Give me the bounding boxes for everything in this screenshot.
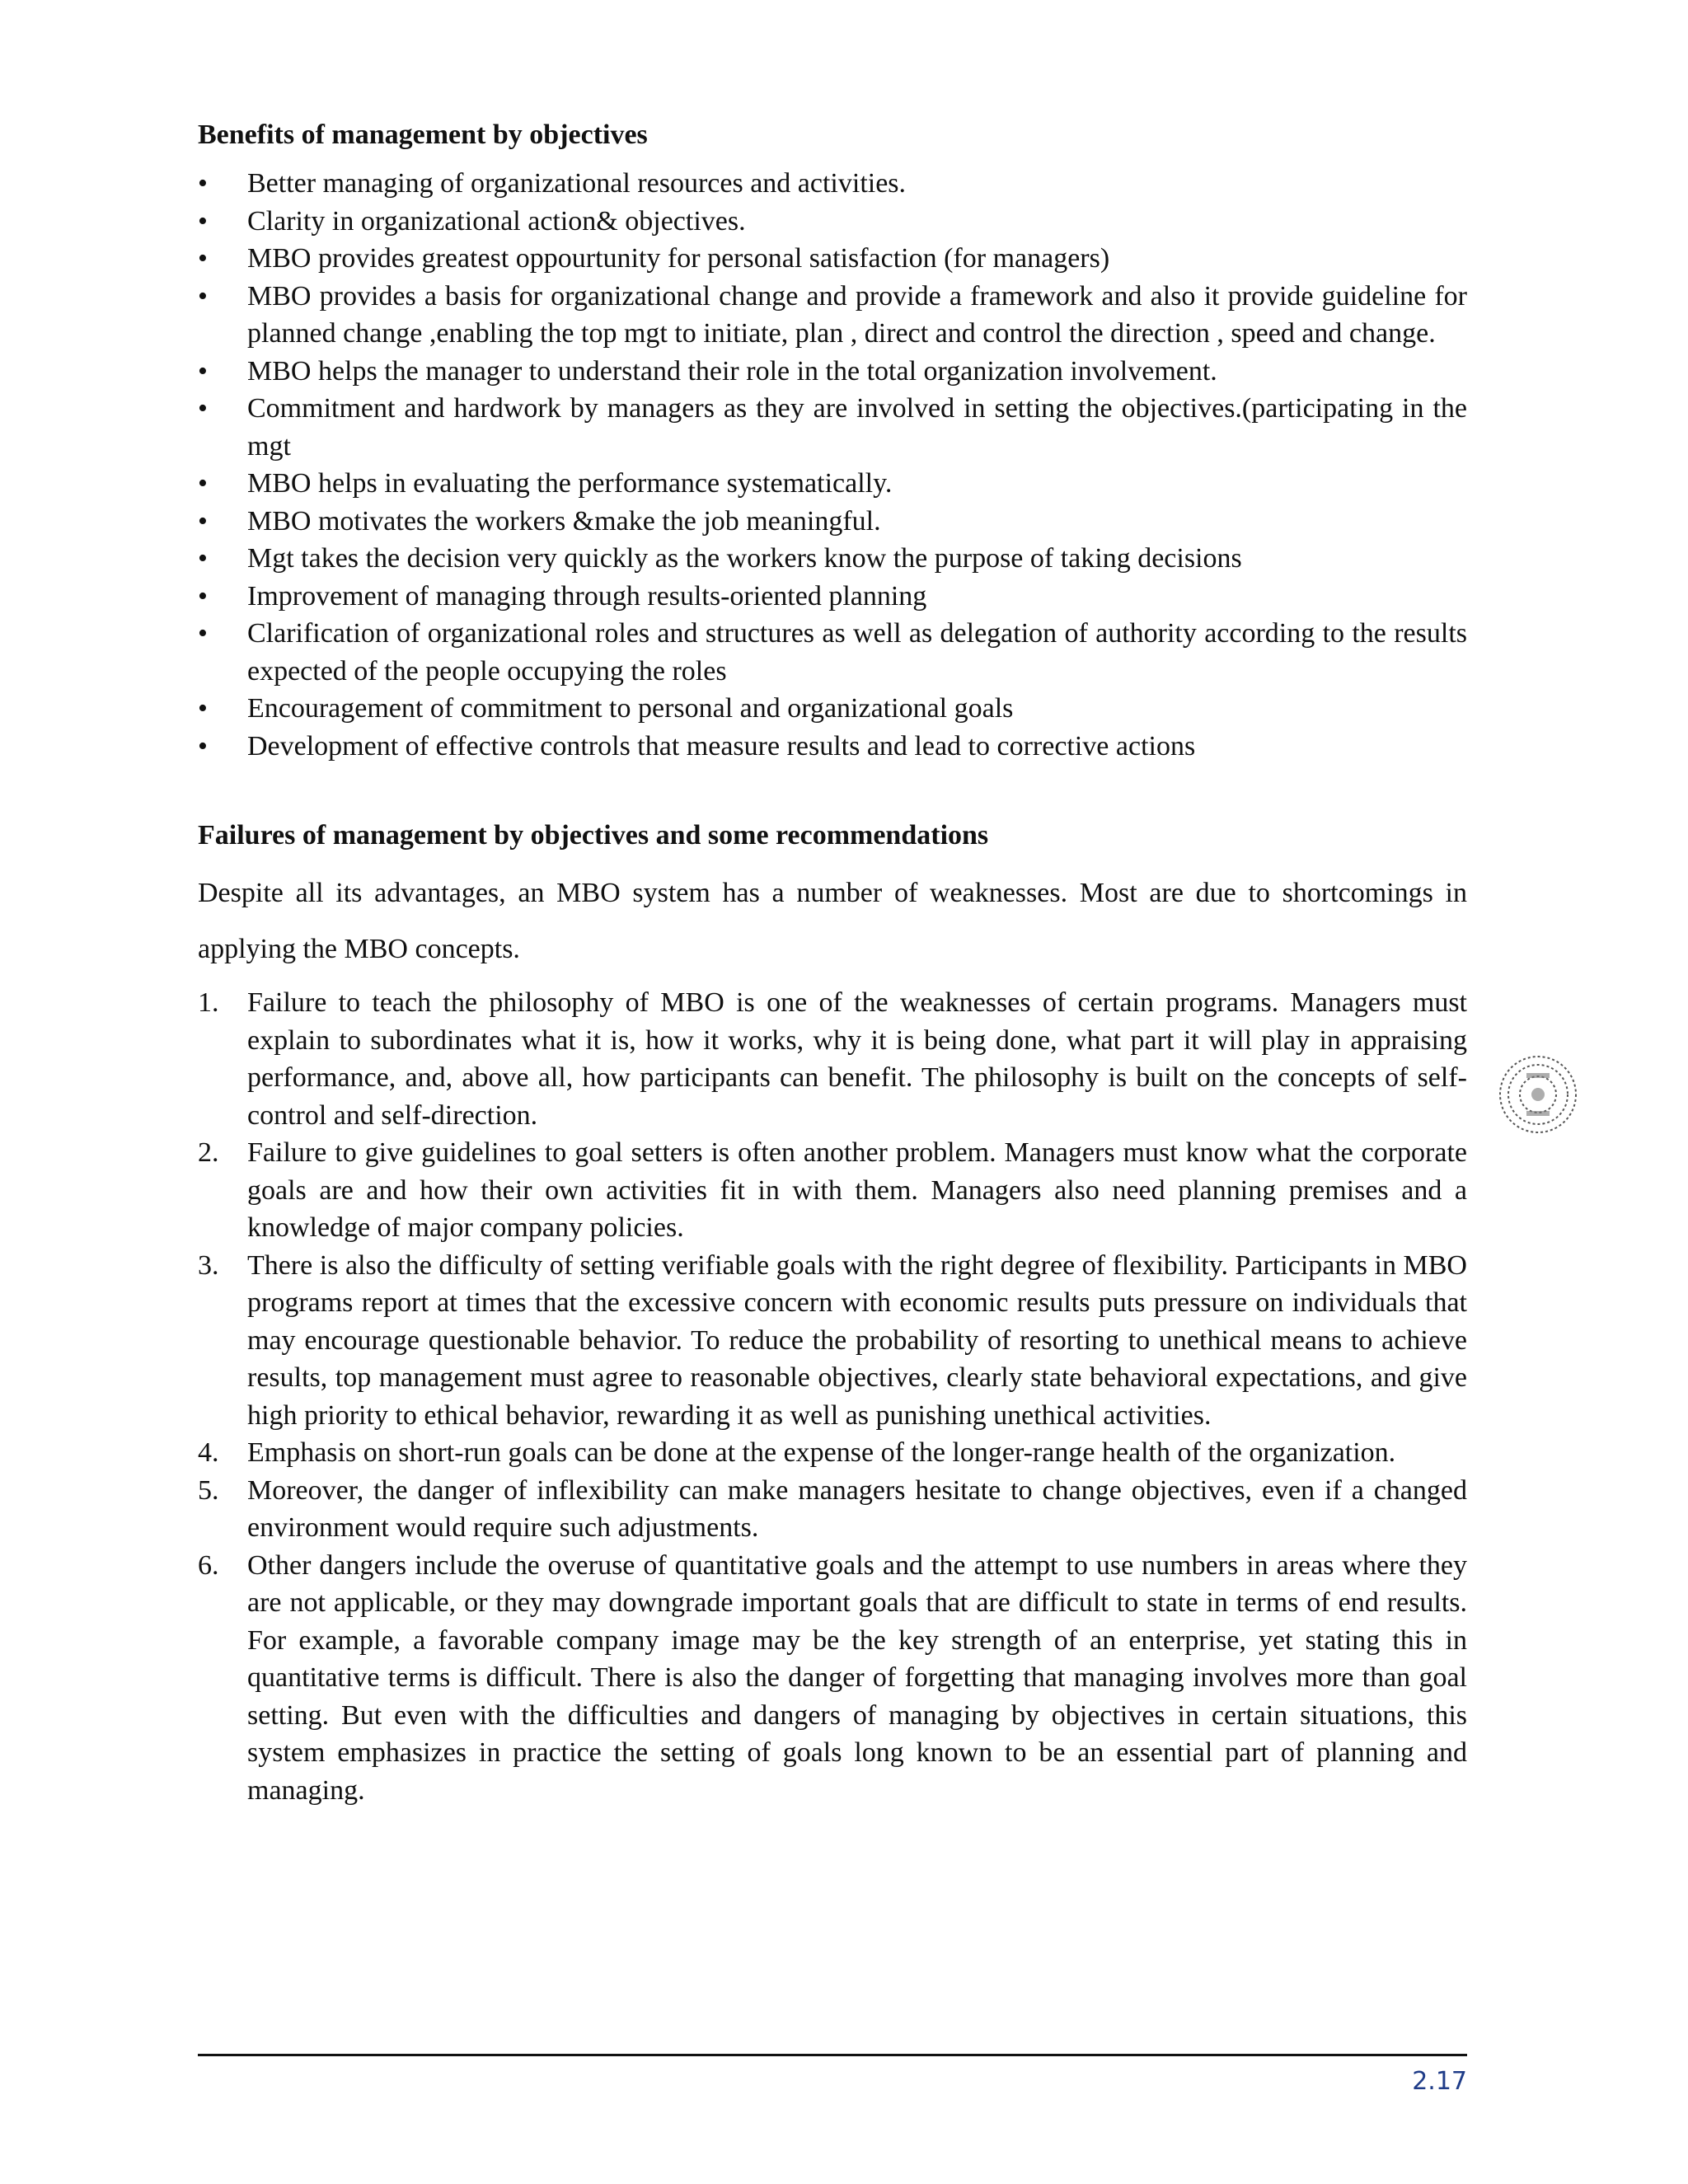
list-item: 3. There is also the difficulty of setting verifiable goals with the right degree of flexibility. Participants in MBO programs report at times that the excessive concern with economic results puts pressure on individuals that may encourage questionable behavior. To reduce the probability of resorting to unethical means to achieve results, top management must agree to reasonable objectives, clearly state behavioral expectations, and give high priority to ethical behavior, rewarding it as well as punishing unethical activities. <box>198 1247 1467 1435</box>
failures-intro: Despite all its advantages, an MBO system has a number of weaknesses. Most are due to shortcomings in applying the MBO concepts. <box>198 878 1467 964</box>
benefits-list <box>198 165 1467 765</box>
list-item: 6. Other dangers include the overuse of quantitative goals and the attempt to use numbers in areas where they are not applicable, or they may downgrade important goals that are difficult to state in terms of end results. For example, a favorable company image may be the key strength of an enterprise, yet stating this in quantitative terms is difficult. There is also the danger of forgetting that managing involves more than goal setting. But even with the difficulties and dangers of managing by objectives in certain situations, this system emphasizes in practice the setting of goals long known to be an essential part of planning and managing. <box>198 1547 1467 1810</box>
list-item: • Improvement of managing through results-oriented planning <box>198 578 1467 616</box>
bullet-icon: • <box>198 505 208 537</box>
bullet-icon: • <box>198 543 208 574</box>
list-item: • MBO helps the manager to understand their role in the total organization involvement. <box>198 353 1467 391</box>
benefits-heading: Benefits of management by objectives <box>198 120 648 150</box>
list-item: • MBO motivates the workers &make the job meaningful. <box>198 503 1467 541</box>
list-item: • MBO provides a basis for organizational change and provide a framework and also it provide guideline for planned change ,enabling the top mgt to initiate, plan , direct and control the direction , speed and change. <box>198 278 1467 353</box>
item-number: 3. <box>198 1249 219 1281</box>
section-spacer <box>198 765 1467 818</box>
list-item: 4. Emphasis on short-run goals can be done at the expense of the longer-range health of the organization. <box>198 1434 1467 1472</box>
list-item: • MBO provides greatest oppourtunity for personal satisfaction (for managers) <box>198 240 1467 278</box>
bullet-icon: • <box>198 618 208 649</box>
bullet-icon: • <box>198 355 208 387</box>
list-item: 2. Failure to give guidelines to goal setters is often another problem. Managers must know what the corporate goals are and how their own activities fit in with them. Managers also need planning premises and a knowledge of major company policies. <box>198 1134 1467 1247</box>
item-number: 4. <box>198 1437 219 1468</box>
failures-heading: Failures of management by objectives and some recommendations <box>198 820 989 851</box>
list-item: • Mgt takes the decision very quickly as the workers know the purpose of taking decisions <box>198 540 1467 578</box>
bullet-icon: • <box>198 280 208 312</box>
list-item: • Commitment and hardwork by managers as they are involved in setting the objectives.(participating in the mgt <box>198 390 1467 465</box>
list-item: • Clarification of organizational roles and structures as well as delegation of authority according to the results expected of the people occupying the roles <box>198 615 1467 690</box>
footer-divider <box>198 2054 1467 2056</box>
list-item: • Development of effective controls that measure results and lead to corrective actions <box>198 728 1467 766</box>
page-number: 2.17 <box>1412 2067 1467 2096</box>
bullet-icon: • <box>198 168 208 199</box>
list-item: • MBO helps in evaluating the performance systematically. <box>198 465 1467 503</box>
item-number: 6. <box>198 1549 219 1581</box>
list-item: • Better managing of organizational resources and activities. <box>198 165 1467 203</box>
list-item: 5. Moreover, the danger of inflexibility can make managers hesitate to change objectives, even if a changed environment would require such adjustments. <box>198 1472 1467 1547</box>
item-number: 2. <box>198 1137 219 1168</box>
bullet-icon: • <box>198 693 208 724</box>
bullet-icon: • <box>198 580 208 612</box>
bullet-icon: • <box>198 468 208 499</box>
bullet-icon: • <box>198 393 208 424</box>
bullet-icon: • <box>198 205 208 237</box>
bullet-icon: • <box>198 243 208 274</box>
page-content <box>198 117 1467 1809</box>
item-number: 1. <box>198 987 219 1018</box>
item-number: 5. <box>198 1474 219 1506</box>
list-item: • Clarity in organizational action& objectives. <box>198 203 1467 241</box>
failures-list <box>198 984 1467 1809</box>
bullet-icon: • <box>198 730 208 762</box>
list-item: • Encouragement of commitment to personal and organizational goals <box>198 690 1467 728</box>
list-item: 1. Failure to teach the philosophy of MBO is one of the weaknesses of certain programs. Managers must explain to subordinates what it is, how it works, why it is being done, what part it will play in appraising performance, and, above all, how participants can benefit. The philosophy is built on the concepts of self-control and self-direction. <box>198 984 1467 1134</box>
seal-icon <box>1493 1048 1582 1146</box>
